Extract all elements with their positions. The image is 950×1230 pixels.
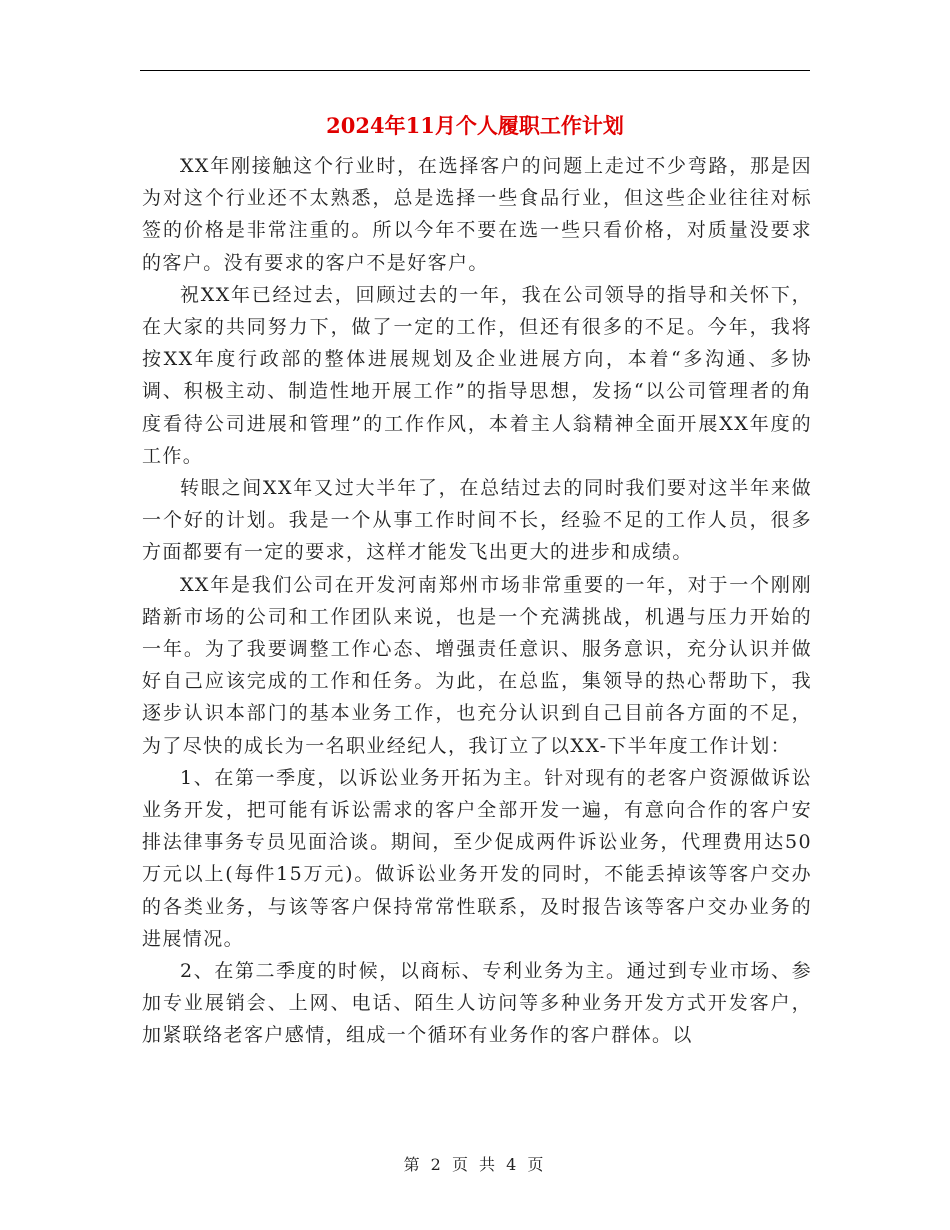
paragraph: 祝XX年已经过去，回顾过去的一年，我在公司领导的指导和关怀下，在大家的共同努力下，做了一定的工作，但还有很多的不足。今年，我将按XX年度行政部的整体进展规划及企业进展方向，本着“多沟通、多协调、积极主动、制造性地开展工作”的指导思想，发扬“以公司管理者的角度看待公司进展和管理”的工作作风，本着主人翁精神全面开展XX年度的工作。 (142, 283, 812, 467)
paragraph: XX年是我们公司在开发河南郑州市场非常重要的一年，对于一个刚刚踏新市场的公司和工作团队来说，也是一个充满挑战，机遇与压力开始的一年。为了我要调整工作心态、增强责任意识、服务意识，充分认识并做好自己应该完成的工作和任务。为此，在总监，集领导的热心帮助下，我逐步认识本部门的基本业务工作，也充分认识到自己目前各方面的不足，为了尽快的成长为一名职业经纪人，我订立了以XX-下半年度工作计划： (142, 573, 812, 757)
header-rule (140, 70, 810, 71)
document-body (142, 150, 812, 1052)
paragraph: 2、在第二季度的时候，以商标、专利业务为主。通过到专业市场、参加专业展销会、上网、电话、陌生人访问等多种业务开发方式开发客户，加紧联络老客户感情，组成一个循环有业务作的客户群体。以 (142, 960, 812, 1047)
paragraph: 1、在第一季度，以诉讼业务开拓为主。针对现有的老客户资源做诉讼业务开发，把可能有诉讼需求的客户全部开发一遍，有意向合作的客户安排法律事务专员见面洽谈。期间，至少促成两件诉讼业务，代理费用达50万元以上(每件15万元)。做诉讼业务开发的同时，不能丢掉该等客户交办的各类业务，与该等客户保持常常性联系，及时报告该等客户交办业务的进展情况。 (142, 766, 812, 950)
page-number-footer: 第 2 页 共 4 页 (403, 1155, 547, 1174)
paragraph: 转眼之间XX年又过大半年了，在总结过去的同时我们要对这半年来做一个好的计划。我是一个从事工作时间不长，经验不足的工作人员，很多方面都要有一定的要求，这样才能发飞出更大的进步和成绩。 (142, 477, 812, 564)
paragraph: XX年刚接触这个行业时，在选择客户的问题上走过不少弯路，那是因为对这个行业还不太熟悉，总是选择一些食品行业，但这些企业往往对标签的价格是非常注重的。所以今年不要在选一些只看价格，对质量没要求的客户。没有要求的客户不是好客户。 (142, 155, 812, 274)
document-title: 2024年11月个人履职工作计划 (326, 113, 624, 138)
